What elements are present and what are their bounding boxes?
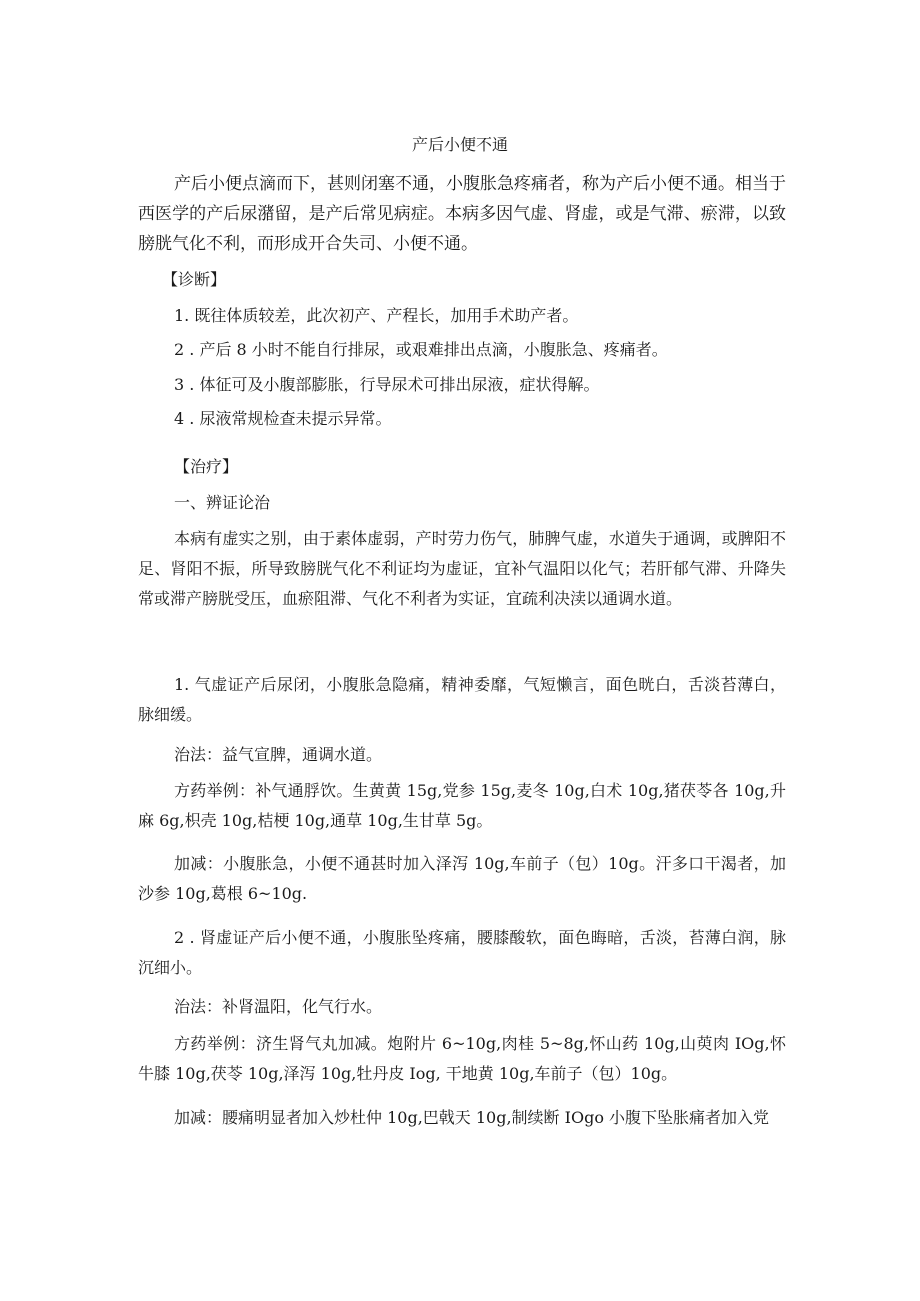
qi-xu-formula-paragraph: 方药举例：补气通脬饮。生黄黄 15g,党参 15g,麦冬 10g,白术 10g,猪茯苓各 10g,升麻 6g,枳壳 10g,桔梗 10g,通草 10g,生甘草 5g。 xyxy=(138,781,786,830)
treatment-overview-paragraph: 本病有虚实之别，由于素体虚弱，产时劳力伤气，肺脾气虚，水道失于通调，或脾阳不足、肾阳不振，所导致膀胱气化不利证均为虚证，宜补气温阳以化气；若肝郁气滞、升降失常或滞产膀胱受压，血瘀阻滞、气化不利者为实证，宜疏利决渎以通调水道。 xyxy=(138,529,786,608)
qi-xu-method: 治法：益气宣脾，通调水道。 xyxy=(174,745,383,764)
qi-xu-symptoms-paragraph: 1. 气虚证产后尿闭，小腹胀急隐痛，精神委靡，气短懒言，面色晄白，舌淡苔薄白，脉细缓。 xyxy=(138,675,786,724)
treatment-subheading: 一、辨证论治 xyxy=(174,493,271,512)
intro-paragraph: 产后小便点滴而下，甚则闭塞不通，小腹胀急疼痛者，称为产后小便不通。相当于西医学的产后尿潴留，是产后常见病症。本病多因气虚、肾虚，或是气滞、瘀滞，以致膀胱气化不利，而形成开合失司、小便不通。 xyxy=(138,174,786,254)
diagnosis-item-3: 3 . 体征可及小腹部膨胀，行导尿术可排出尿液，症状得解。 xyxy=(174,375,600,394)
qi-xu-modification-paragraph: 加减：小腹胀急，小便不通甚时加入泽泻 10g,车前子（包）10g。汗多口干渴者，加沙参 10g,葛根 6~10g. xyxy=(138,854,786,903)
shen-xu-symptoms-paragraph: 2 . 肾虚证产后小便不通，小腹胀坠疼痛，腰膝酸软，面色晦暗，舌淡，苔薄白润，脉沉细小。 xyxy=(138,928,786,977)
treatment-heading: 【治疗】 xyxy=(174,457,239,476)
shen-xu-formula-paragraph: 方药举例：济生肾气丸加减。炮附片 6~10g,肉桂 5~8g,怀山药 10g,山萸肉 IOg,怀牛膝 10g,茯苓 10g,泽泻 10g,牡丹皮 Iog, 干地黄 10g,车前子（包）10g。 xyxy=(138,1034,786,1083)
shen-xu-modification-paragraph: 加减：腰痛明显者加入炒杜仲 10g,巴戟天 10g,制续断 IOgo 小腹下坠胀痛者加入党 xyxy=(174,1108,770,1127)
diagnosis-heading: 【诊断】 xyxy=(162,270,227,289)
diagnosis-item-2: 2 . 产后 8 小时不能自行排尿，或艰难排出点滴，小腹胀急、疼痛者。 xyxy=(174,340,668,359)
diagnosis-item-4: 4 . 尿液常规检查未提示异常。 xyxy=(174,409,392,428)
shen-xu-method: 治法：补肾温阳，化气行水。 xyxy=(174,997,383,1016)
document-title: 产后小便不通 xyxy=(411,135,508,154)
diagnosis-item-1: 1. 既往体质较差，此次初产、产程长，加用手术助产者。 xyxy=(174,306,579,325)
